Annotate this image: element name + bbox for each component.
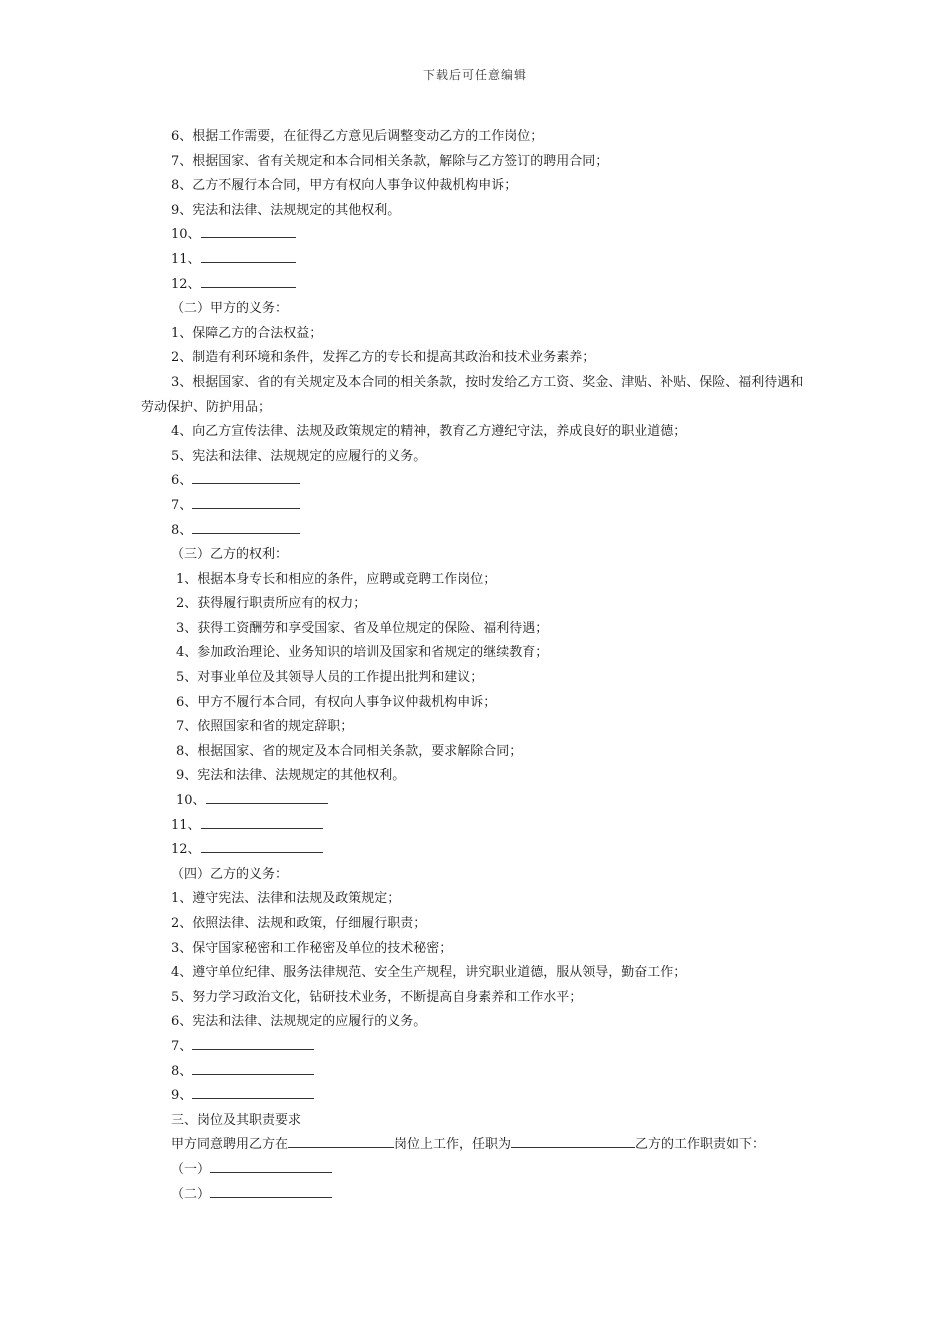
clause-line: 6、宪法和法律、法规规定的应履行的义务。	[171, 1014, 427, 1030]
sentence-text: 甲方同意聘用乙方在	[171, 1137, 289, 1153]
section-title: （二）甲方的义务：	[171, 301, 289, 317]
clause-number: 10、	[171, 227, 201, 243]
clause-line: 9、宪法和法律、法规规定的其他权利。	[176, 768, 406, 784]
clause-line: 7、根据国家、省有关规定和本合同相关条款，解除与乙方签订的聘用合同；	[171, 153, 609, 169]
clause-number: 12、	[171, 842, 201, 858]
fill-blank[interactable]	[192, 519, 300, 534]
section-title: （四）乙方的义务：	[171, 866, 289, 882]
blank-clause	[141, 1084, 811, 1109]
clause-line: 3、根据国家、省的有关规定及本合同的相关条款，按时发给乙方工资、奖金、津贴、补贴、保险、福利待遇和劳动保护、防护用品；	[141, 374, 804, 415]
clause-line: 3、获得工资酬劳和享受国家、省及单位规定的保险、福利待遇；	[176, 620, 549, 636]
clause-line: 9、宪法和法律、法规规定的其他权利。	[171, 202, 401, 218]
fill-blank[interactable]	[201, 814, 323, 829]
fill-blank[interactable]	[192, 1035, 314, 1050]
fill-blank[interactable]	[201, 248, 296, 263]
blank-clause	[141, 814, 811, 839]
clause-line: 5、宪法和法律、法规规定的应履行的义务。	[171, 448, 427, 464]
clause-line: 1、保障乙方的合法权益；	[171, 325, 323, 341]
clause-line: 8、根据国家、省的规定及本合同相关条款，要求解除合同；	[176, 743, 523, 759]
clause-line: 2、依照法律、法规和政策，仔细履行职责；	[171, 916, 427, 931]
section-heading: 三、岗位及其职责要求	[171, 1112, 302, 1128]
sentence-text: 乙方的工作职责如下：	[635, 1137, 766, 1153]
fill-blank[interactable]	[210, 1183, 332, 1198]
fill-blank[interactable]	[201, 838, 323, 853]
sentence-text: 岗位上工作，任职为	[394, 1137, 512, 1153]
clause-number: 11、	[171, 251, 201, 267]
clause-line: 4、参加政治理论、业务知识的培训及国家和省规定的继续教育；	[176, 645, 549, 661]
contract-body	[141, 125, 811, 1207]
fill-blank[interactable]	[201, 223, 296, 238]
fill-blank[interactable]	[206, 789, 328, 804]
blank-clause	[141, 838, 811, 863]
blank-clause	[141, 1035, 811, 1060]
clause-line: 4、向乙方宣传法律、法规及政策规定的精神，教育乙方遵纪守法，养成良好的职业道德；	[171, 424, 687, 440]
clause-number: 11、	[171, 817, 201, 833]
fill-blank[interactable]	[210, 1158, 332, 1173]
clause-line: 1、遵守宪法、法律和法规及政策规定；	[171, 891, 401, 907]
page-header: 下载后可任意编辑	[422, 68, 527, 82]
clause-line: 4、遵守单位纪律、服务法律规范、安全生产规程，讲究职业道德，服从领导，勤奋工作；	[171, 965, 687, 981]
blank-clause	[141, 494, 811, 519]
clause-line: 5、对事业单位及其领导人员的工作提出批判和建议；	[176, 670, 484, 686]
blank-clause	[141, 1060, 811, 1085]
blank-clause	[141, 469, 811, 494]
fill-blank[interactable]	[192, 494, 300, 509]
clause-line: 1、根据本身专长和相应的条件，应聘或竞聘工作岗位；	[176, 571, 497, 587]
clause-number: 8、	[171, 522, 193, 538]
clause-number: 12、	[171, 276, 201, 292]
clause-line: 7、依照国家和省的规定辞职；	[176, 719, 354, 735]
clause-number: 7、	[171, 1038, 193, 1054]
clause-number: 8、	[171, 1063, 193, 1079]
blank-clause	[141, 789, 811, 814]
clause-number: （二）	[171, 1186, 211, 1202]
blank-clause	[141, 1183, 811, 1208]
blank-clause	[141, 248, 811, 273]
clause-number: （一）	[171, 1161, 211, 1177]
section-title: （三）乙方的权利：	[171, 547, 289, 563]
fill-blank[interactable]	[201, 273, 296, 288]
clause-line: 2、制造有利环境和条件，发挥乙方的专长和提高其政治和技术业务素养；	[171, 350, 596, 366]
clause-line: 6、甲方不履行本合同，有权向人事争议仲裁机构申诉；	[176, 694, 497, 710]
fill-blank[interactable]	[192, 469, 300, 484]
clause-line: 6、根据工作需要，在征得乙方意见后调整变动乙方的工作岗位；	[171, 129, 544, 144]
clause-number: 9、	[171, 1088, 193, 1104]
fill-blank[interactable]	[192, 1084, 314, 1099]
clause-number: 7、	[171, 497, 193, 513]
blank-clause	[141, 273, 811, 298]
fill-blank[interactable]	[192, 1060, 314, 1075]
clause-line: 5、努力学习政治文化，钻研技术业务，不断提高自身素养和工作水平；	[171, 989, 583, 1005]
title-blank[interactable]	[511, 1133, 635, 1148]
clause-line: 8、乙方不履行本合同，甲方有权向人事争议仲裁机构申诉；	[171, 178, 518, 194]
clause-line: 2、获得履行职责所应有的权力；	[176, 596, 367, 612]
blank-clause	[141, 223, 811, 248]
position-blank[interactable]	[288, 1133, 394, 1148]
clause-number: 6、	[171, 473, 193, 489]
blank-clause	[141, 1158, 811, 1183]
clause-number: 10、	[176, 793, 206, 809]
clause-line: 3、保守国家秘密和工作秘密及单位的技术秘密；	[171, 940, 453, 956]
blank-clause	[141, 519, 811, 544]
position-sentence	[141, 1133, 811, 1158]
